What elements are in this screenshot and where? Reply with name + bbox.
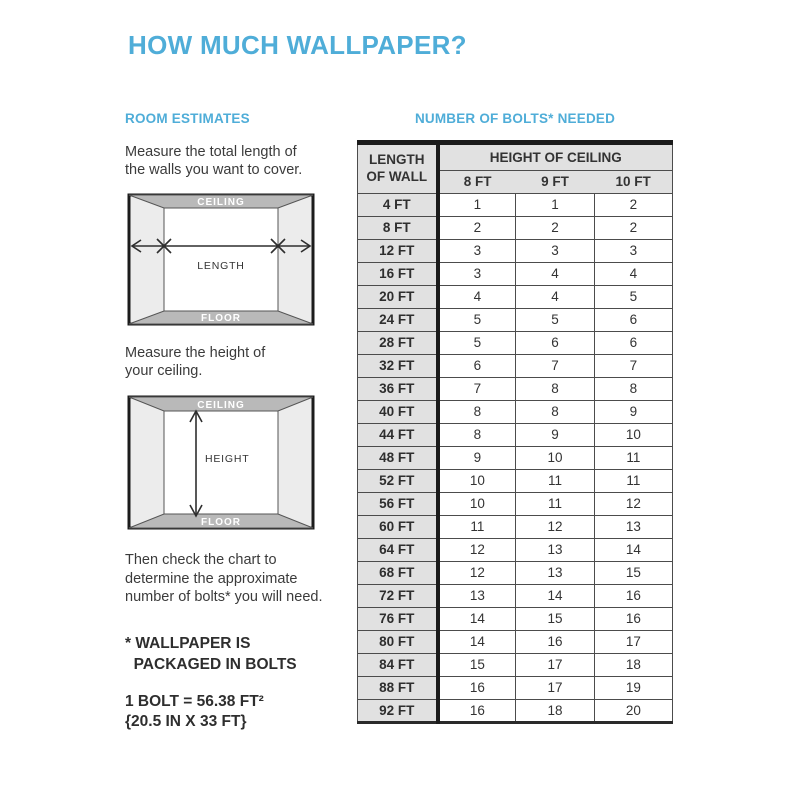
floor-label: FLOOR <box>201 517 241 529</box>
bolt-count-cell: 8 <box>438 423 516 446</box>
bolt-count-cell: 8 <box>516 377 594 400</box>
col-header-10ft: 10 FT <box>594 170 672 193</box>
bolt-count-cell: 10 <box>438 492 516 515</box>
step-height-text: Measure the height of your ceiling. <box>125 344 266 380</box>
bolt-count-cell: 3 <box>438 262 516 285</box>
bolts-table <box>357 140 673 724</box>
bolt-count-cell: 12 <box>594 492 672 515</box>
bolt-count-cell: 8 <box>438 400 516 423</box>
bolt-count-cell: 12 <box>516 515 594 538</box>
bolt-count-cell: 7 <box>594 354 672 377</box>
bolt-count-cell: 11 <box>594 469 672 492</box>
wall-length-cell: 52 FT <box>358 469 438 492</box>
wall-length-cell: 28 FT <box>358 331 438 354</box>
bolt-count-cell: 2 <box>594 216 672 239</box>
bolt-count-cell: 9 <box>594 400 672 423</box>
bolt-count-cell: 14 <box>438 630 516 653</box>
bolt-count-cell: 5 <box>594 285 672 308</box>
bolt-count-cell: 5 <box>438 331 516 354</box>
bolt-size-spec: 1 BOLT = 56.38 FT² {20.5 IN X 33 FT} <box>125 692 264 731</box>
wall-length-cell: 68 FT <box>358 561 438 584</box>
bolt-count-cell: 16 <box>594 584 672 607</box>
bolt-count-cell: 13 <box>516 538 594 561</box>
bolt-count-cell: 7 <box>516 354 594 377</box>
floor-label: FLOOR <box>201 312 241 324</box>
bolt-count-cell: 11 <box>594 446 672 469</box>
bolts-table-section <box>357 112 673 724</box>
bolt-count-cell: 4 <box>438 285 516 308</box>
bolt-count-cell: 11 <box>516 469 594 492</box>
wall-length-cell: 24 FT <box>358 308 438 331</box>
bolt-count-cell: 4 <box>594 262 672 285</box>
bolt-count-cell: 16 <box>516 630 594 653</box>
table-row <box>358 561 673 584</box>
table-row <box>358 331 673 354</box>
table-row <box>358 538 673 561</box>
bolts-table-header <box>358 142 673 193</box>
col-header-9ft: 9 FT <box>516 170 594 193</box>
wall-length-cell: 8 FT <box>358 216 438 239</box>
length-diagram <box>127 193 315 326</box>
bolt-count-cell: 6 <box>594 331 672 354</box>
table-row <box>358 308 673 331</box>
wall-length-cell: 48 FT <box>358 446 438 469</box>
bolt-count-cell: 6 <box>594 308 672 331</box>
bolt-count-cell: 17 <box>516 653 594 676</box>
page-title: HOW MUCH WALLPAPER? <box>128 30 467 60</box>
bolt-count-cell: 11 <box>438 515 516 538</box>
bolt-count-cell: 13 <box>516 561 594 584</box>
wall-length-cell: 32 FT <box>358 354 438 377</box>
wall-length-cell: 72 FT <box>358 584 438 607</box>
step-length-text: Measure the total length of the walls you want to cover. <box>125 143 303 179</box>
table-row <box>358 193 673 216</box>
bolt-count-cell: 6 <box>438 354 516 377</box>
table-row <box>358 653 673 676</box>
bolt-count-cell: 10 <box>594 423 672 446</box>
table-row <box>358 492 673 515</box>
bolt-count-cell: 19 <box>594 676 672 699</box>
wall-length-cell: 80 FT <box>358 630 438 653</box>
table-row <box>358 216 673 239</box>
bolts-table-body <box>358 193 673 722</box>
bolt-count-cell: 1 <box>438 193 516 216</box>
bolt-count-cell: 3 <box>594 239 672 262</box>
bolts-needed-heading: NUMBER OF BOLTS* NEEDED <box>414 111 616 126</box>
bolt-count-cell: 18 <box>594 653 672 676</box>
wall-length-cell: 12 FT <box>358 239 438 262</box>
col-header-8ft: 8 FT <box>438 170 516 193</box>
length-of-wall-header: LENGTH OF WALL <box>358 142 438 193</box>
bolt-count-cell: 15 <box>438 653 516 676</box>
bolt-count-cell: 2 <box>594 193 672 216</box>
table-row <box>358 515 673 538</box>
ceiling-label: CEILING <box>197 196 245 208</box>
table-row <box>358 377 673 400</box>
bolt-count-cell: 15 <box>516 607 594 630</box>
bolt-count-cell: 13 <box>438 584 516 607</box>
wall-length-cell: 88 FT <box>358 676 438 699</box>
bolt-count-cell: 20 <box>594 699 672 722</box>
bolt-count-cell: 3 <box>438 239 516 262</box>
height-of-ceiling-header: HEIGHT OF CEILING <box>438 142 673 170</box>
ceiling-label: CEILING <box>197 400 245 412</box>
table-row <box>358 262 673 285</box>
bolt-count-cell: 17 <box>516 676 594 699</box>
table-row <box>358 607 673 630</box>
bolt-count-cell: 12 <box>438 538 516 561</box>
table-row <box>358 354 673 377</box>
wall-length-cell: 92 FT <box>358 699 438 722</box>
table-row <box>358 400 673 423</box>
wall-length-cell: 84 FT <box>358 653 438 676</box>
table-row <box>358 699 673 722</box>
height-label: HEIGHT <box>205 453 250 466</box>
bolt-count-cell: 10 <box>438 469 516 492</box>
bolt-count-cell: 6 <box>516 331 594 354</box>
bolt-count-cell: 14 <box>594 538 672 561</box>
wall-length-cell: 76 FT <box>358 607 438 630</box>
wall-length-cell: 20 FT <box>358 285 438 308</box>
wall-length-cell: 44 FT <box>358 423 438 446</box>
wallpaper-bolts-footnote: * WALLPAPER IS PACKAGED IN BOLTS <box>125 634 297 673</box>
bolt-count-cell: 4 <box>516 285 594 308</box>
height-diagram <box>127 395 315 530</box>
step-chart-text: Then check the chart to determine the approximate number of bolts* you will need. <box>125 552 323 606</box>
bolt-count-cell: 16 <box>438 676 516 699</box>
bolt-count-cell: 14 <box>516 584 594 607</box>
bolt-count-cell: 8 <box>516 400 594 423</box>
wall-length-cell: 56 FT <box>358 492 438 515</box>
bolt-count-cell: 8 <box>594 377 672 400</box>
bolt-count-cell: 18 <box>516 699 594 722</box>
table-row <box>358 446 673 469</box>
table-row <box>358 676 673 699</box>
bolt-count-cell: 15 <box>594 561 672 584</box>
table-row <box>358 469 673 492</box>
length-label: LENGTH <box>197 259 245 272</box>
bolt-count-cell: 5 <box>438 308 516 331</box>
room-estimates-section <box>125 112 377 733</box>
bolt-count-cell: 4 <box>516 262 594 285</box>
bolt-count-cell: 1 <box>516 193 594 216</box>
bolt-count-cell: 16 <box>594 607 672 630</box>
bolt-count-cell: 13 <box>594 515 672 538</box>
room-estimates-heading: ROOM ESTIMATES <box>125 111 250 126</box>
wall-length-cell: 40 FT <box>358 400 438 423</box>
bolt-count-cell: 2 <box>516 216 594 239</box>
bolt-count-cell: 7 <box>438 377 516 400</box>
bolt-count-cell: 5 <box>516 308 594 331</box>
bolt-count-cell: 2 <box>438 216 516 239</box>
wall-length-cell: 36 FT <box>358 377 438 400</box>
table-row <box>358 285 673 308</box>
bolt-count-cell: 11 <box>516 492 594 515</box>
bolt-count-cell: 16 <box>438 699 516 722</box>
wall-length-cell: 16 FT <box>358 262 438 285</box>
wall-length-cell: 60 FT <box>358 515 438 538</box>
bolt-count-cell: 14 <box>438 607 516 630</box>
bolt-count-cell: 3 <box>516 239 594 262</box>
wall-length-cell: 64 FT <box>358 538 438 561</box>
bolt-count-cell: 10 <box>516 446 594 469</box>
table-row <box>358 630 673 653</box>
bolt-count-cell: 9 <box>516 423 594 446</box>
table-row <box>358 239 673 262</box>
table-row <box>358 423 673 446</box>
table-row <box>358 584 673 607</box>
bolt-count-cell: 17 <box>594 630 672 653</box>
bolt-count-cell: 12 <box>438 561 516 584</box>
wall-length-cell: 4 FT <box>358 193 438 216</box>
bolt-count-cell: 9 <box>438 446 516 469</box>
